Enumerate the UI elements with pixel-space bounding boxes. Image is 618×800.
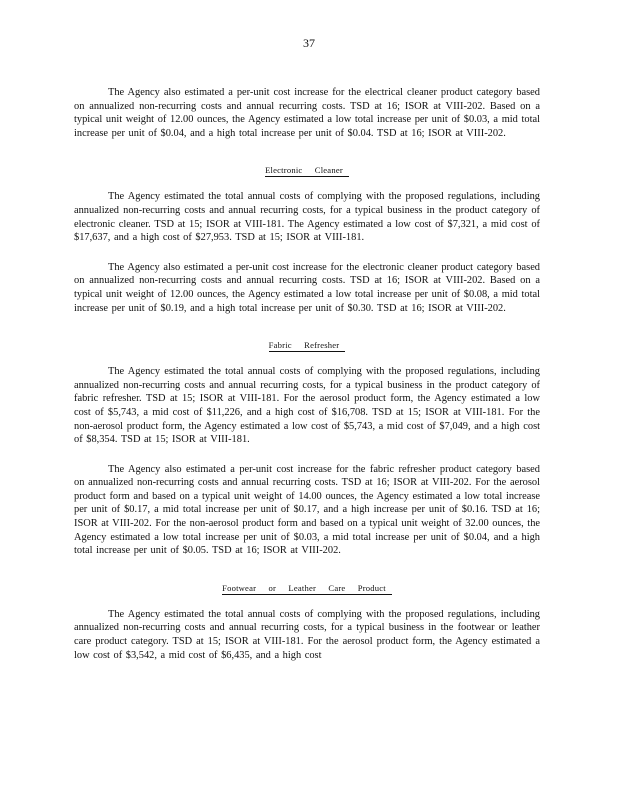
paragraph-footwear-leather-care-annual-costs: The Agency estimated the total annual costs of complying with the proposed regulations, including annualized non-recurring costs and annual recurring costs, for a typical business in the footwear or leather care product category. TSD at 15; ISOR at VIII-181. For the aerosol product form, the Agency estimated a low cost of $3,542, a mid cost of $6,435, and a high cost: [74, 608, 540, 661]
paragraph-fabric-refresher-annual-costs: The Agency estimated the total annual costs of complying with the proposed regulations, including annualized non-recurring costs and annual recurring costs, for a typical business in the product category of fabric refresher. TSD at 15; ISOR at VIII-181. For the aerosol product form, the Agency estimated a low cost of $5,743, a mid cost of $11,226, and a high cost of $16,708. TSD at 15; ISOR at VIII-181. For the non-aerosol product form, the Agency estimated a low cost of $5,743, a mid cost of $7,049, and a high cost of $8,354. TSD at 15; ISOR at VIII-181.: [74, 366, 540, 446]
page-number: 37: [303, 36, 315, 50]
section-heading-fabric-refresher: [74, 339, 540, 352]
page-body: [74, 86, 540, 662]
section-heading-text: Fabric Refresher: [269, 339, 346, 352]
paragraph-electrical-cleaner-per-unit: The Agency also estimated a per-unit cost increase for the electrical cleaner product category based on annualized non-recurring costs and annual recurring costs. TSD at 16; ISOR at VIII-202. Based on a typical unit weight of 12.00 ounces, the Agency estimated a low total increase per unit of $0.03, a mid total increase per unit of $0.04, and a high total increase per unit of $0.04. TSD at 16; ISOR at VIII-202.: [74, 87, 540, 139]
paragraph-fabric-refresher-per-unit: The Agency also estimated a per-unit cost increase for the fabric refresher product category based on annualized non-recurring costs and annual recurring costs. TSD at 16; ISOR at VIII-202. For the aerosol product form and based on a typical unit weight of 14.00 ounces, the Agency estimated a low total increase per unit of $0.17, a mid total increase per unit of $0.17, and a high increase per unit of $0.16. TSD at 16; ISOR at VIII-202. For the non-aerosol product form and based on a typical unit weight of 32.00 ounces, the Agency estimated a low total increase per unit of $0.03, a mid total increase per unit of $0.04, and a high total increase per unit of $0.05. TSD at 16; ISOR at VIII-202.: [74, 463, 540, 557]
section-heading-text: Footwear or Leather Care Product: [222, 582, 392, 595]
section-heading-electronic-cleaner: [74, 164, 540, 177]
paragraph-electronic-cleaner-per-unit: The Agency also estimated a per-unit cost increase for the electronic cleaner product category based on annualized non-recurring costs and annual recurring costs. TSD at 16; ISOR at VIII-202. Based on a typical unit weight of 12.00 ounces, the Agency estimated a low total increase per unit of $0.08, a mid total increase per unit of $0.19, and a high total increase per unit of $0.30. TSD at 16; ISOR at VIII-202.: [74, 261, 540, 314]
paragraph-electronic-cleaner-annual-costs: The Agency estimated the total annual costs of complying with the proposed regulations, including annualized non-recurring costs and annual recurring costs, for a typical business in the product category of electronic cleaner. TSD at 15; ISOR at VIII-181. The Agency estimated a low cost of $7,321, a mid cost of $17,637, and a high cost of $27,953. TSD at 15; ISOR at VIII-181.: [74, 191, 540, 244]
section-heading-footwear-leather-care: [74, 582, 540, 595]
section-heading-text: Electronic Cleaner: [265, 164, 349, 177]
